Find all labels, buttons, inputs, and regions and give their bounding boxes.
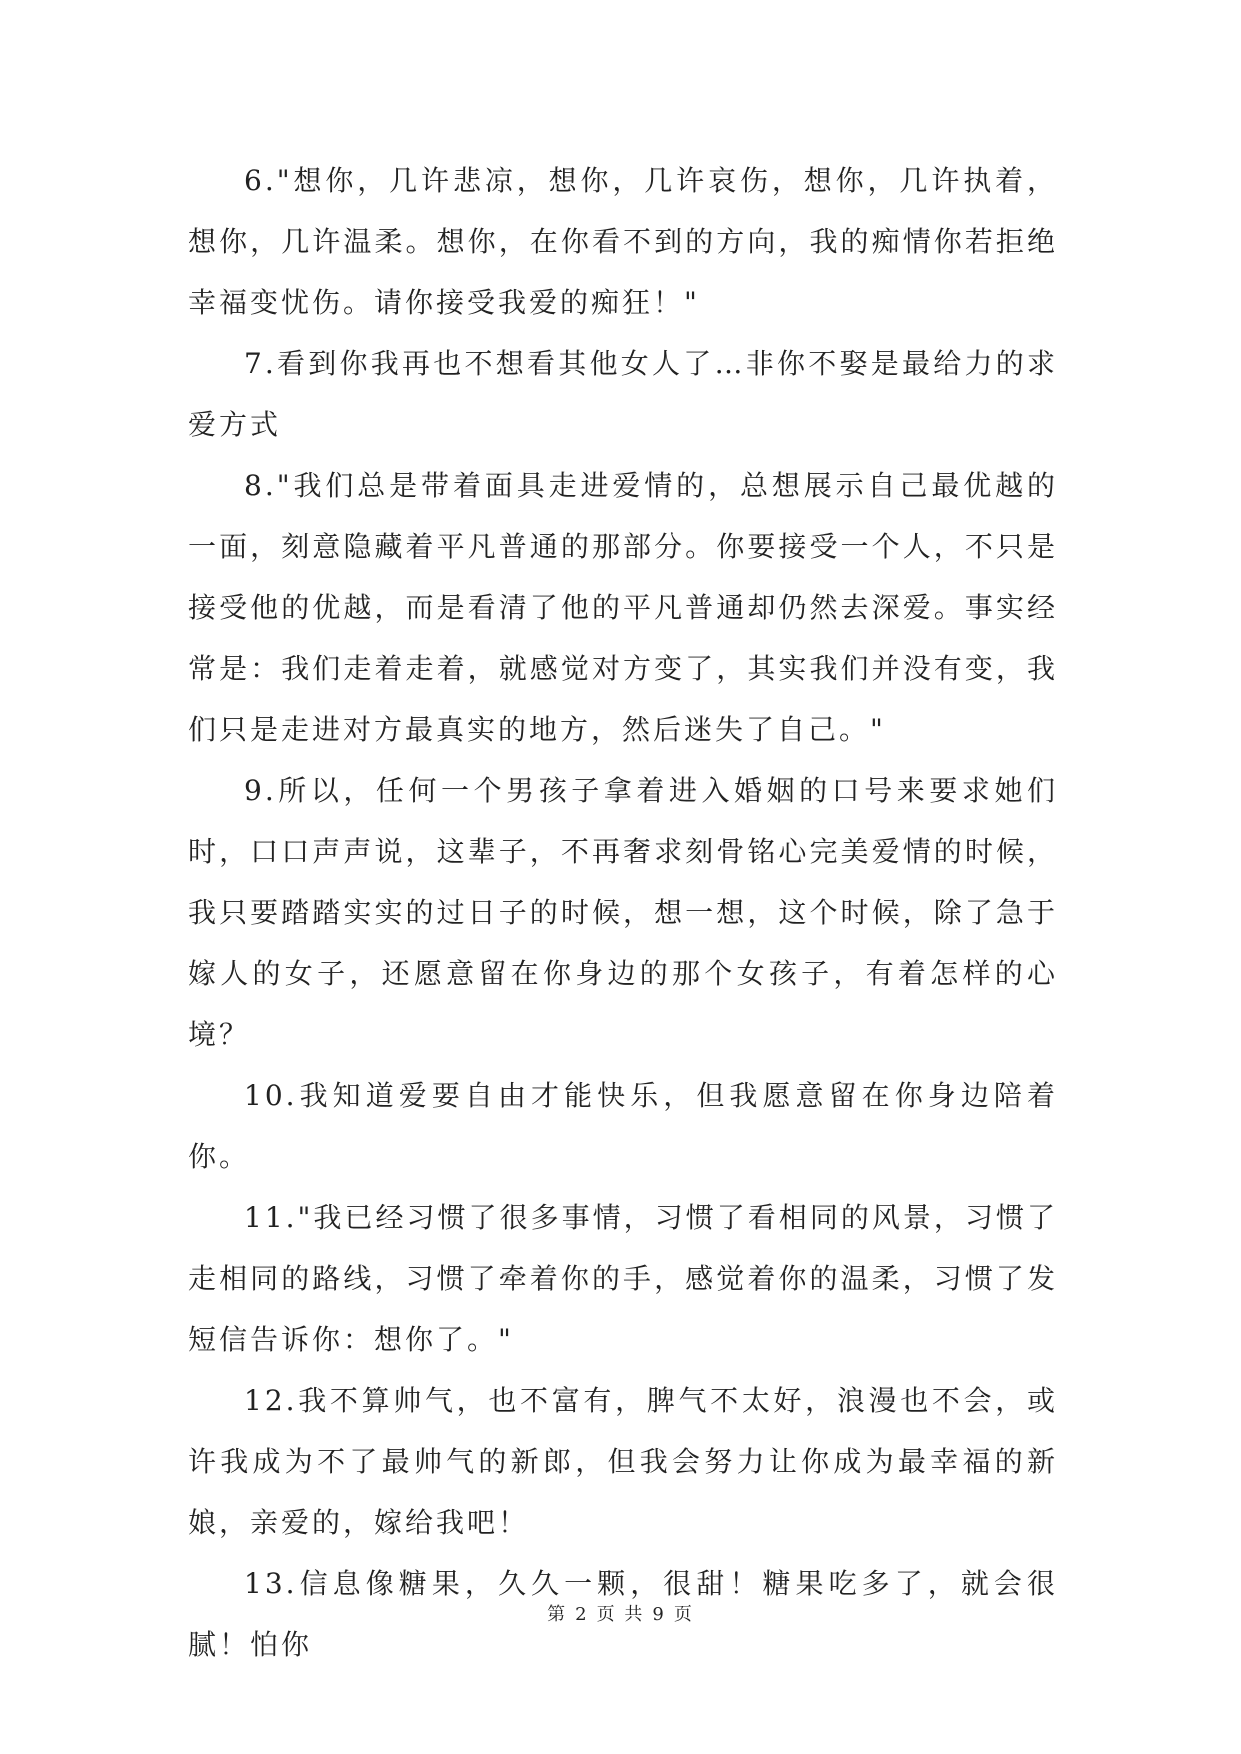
current-page-number: 2 — [575, 1604, 589, 1625]
paragraph-13: 13.信息像糖果，久久一颗，很甜！糖果吃多了，就会很腻！怕你 — [188, 1567, 1058, 1661]
paragraph-10: 10.我知道爱要自由才能快乐，但我愿意留在你身边陪着你。 — [188, 1079, 1058, 1173]
page-footer — [0, 1600, 1241, 1626]
footer-suffix: 页 — [673, 1604, 694, 1625]
document-body — [188, 150, 1058, 1675]
paragraph-8: 8."我们总是带着面具走进爱情的，总想展示自己最优越的一面，刻意隐藏着平凡普通的那部分。你要接受一个人，不只是接受他的优越，而是看清了他的平凡普通却仍然去深爱。事实经常是：我们走着走着，就感觉对方变了，其实我们并没有变，我们只是走进对方最真实的地方，然后迷失了自己。" — [188, 469, 1058, 746]
paragraph-9: 9.所以，任何一个男孩子拿着进入婚姻的口号来要求她们时，口口声声说，这辈子，不再奢求刻骨铭心完美爱情的时候，我只要踏踏实实的过日子的时候，想一想，这个时候，除了急于嫁人的女子，还愿意留在你身边的那个女孩子，有着怎样的心境？ — [188, 774, 1058, 1051]
footer-middle: 页 共 — [596, 1604, 645, 1625]
paragraph-6: 6."想你，几许悲凉，想你，几许哀伤，想你，几许执着，想你，几许温柔。想你，在你看不到的方向，我的痴情你若拒绝幸福变忧伤。请你接受我爱的痴狂！" — [188, 164, 1058, 319]
footer-prefix: 第 — [547, 1604, 568, 1625]
paragraph-7: 7.看到你我再也不想看其他女人了…非你不娶是最给力的求爱方式 — [188, 347, 1058, 441]
paragraph-11: 11."我已经习惯了很多事情，习惯了看相同的风景，习惯了走相同的路线，习惯了牵着你的手，感觉着你的温柔，习惯了发短信告诉你：想你了。" — [188, 1201, 1058, 1356]
paragraph-12: 12.我不算帅气，也不富有，脾气不太好，浪漫也不会，或许我成为不了最帅气的新郎，但我会努力让你成为最幸福的新娘，亲爱的，嫁给我吧！ — [188, 1384, 1058, 1539]
total-pages-number: 9 — [652, 1604, 666, 1625]
